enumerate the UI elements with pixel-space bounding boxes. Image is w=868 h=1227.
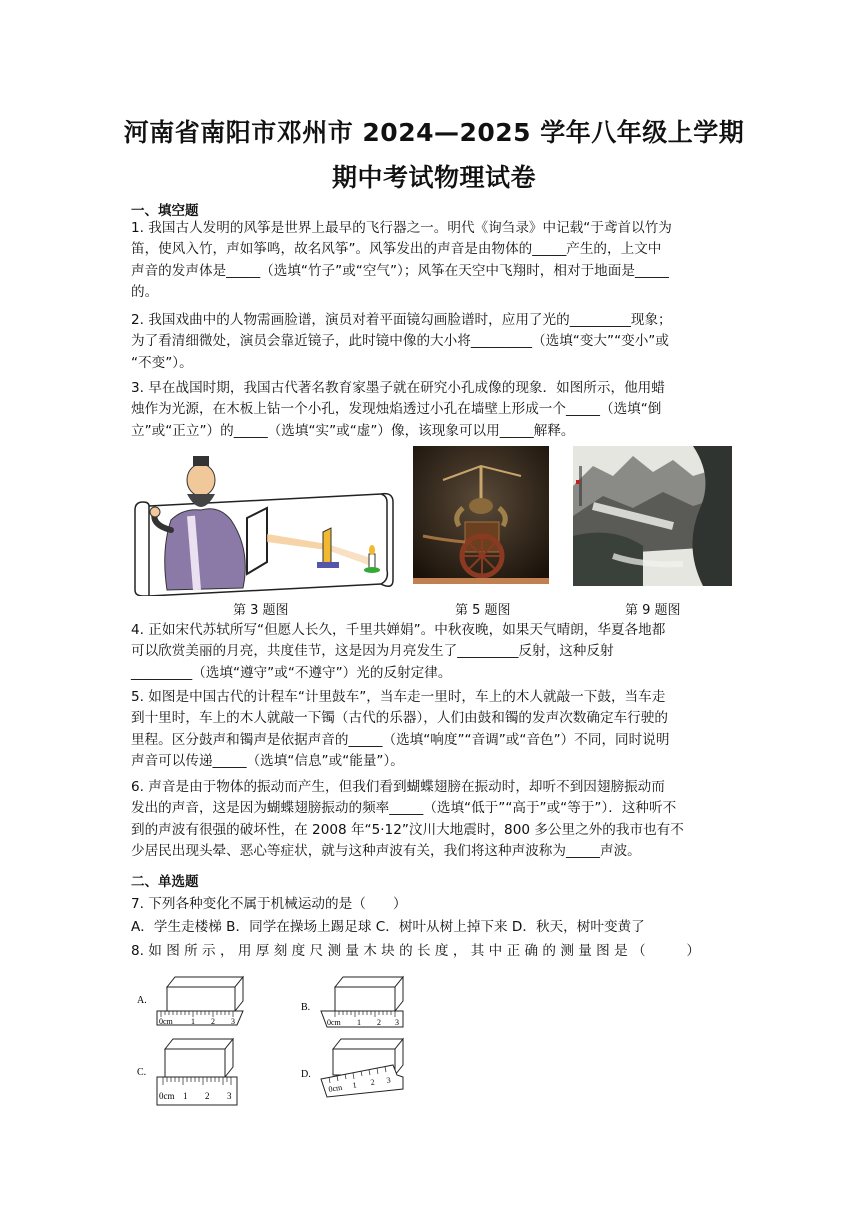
ruler-d-one: 1 (351, 1080, 358, 1090)
ruler-b-zero: 0cm (327, 1018, 341, 1027)
ruler-a-one: 1 (191, 1017, 195, 1026)
ruler-d-three: 3 (385, 1075, 392, 1085)
ruler-a-two: 2 (211, 1017, 215, 1026)
option-c-label: C. (137, 1067, 147, 1078)
ruler-d-two: 2 (369, 1077, 376, 1087)
ruler-c-two: 2 (205, 1091, 210, 1101)
ruler-c-zero: 0cm (159, 1091, 175, 1101)
question-3-line: 烛作为光源，在木板上钻一个小孔，发现烛焰透过小孔在墙壁上形成一个_____（选填“倒 (131, 401, 662, 418)
question-1-line: 声音的发声体是_____（选填“竹子”或“空气”）；风筝在天空中飞翔时，相对于地面是_____ (131, 262, 669, 279)
figure-8-ruler-diagrams (131, 965, 421, 1110)
question-6-line: 发出的声音，这是因为蝴蝶翅膀振动的频率_____（选填“低于”“高于”或“等于”）．这种听不 (131, 800, 677, 817)
question-2 (131, 310, 739, 374)
question-7: 7. 下列各种变化不属于机械运动的是（ ） (131, 896, 407, 912)
section-heading-single-choice: 二、单选题 (131, 874, 199, 890)
question-4-line: _________（选填“遵守”或“不遵守”）光的反射定律。 (131, 664, 452, 681)
question-8: 8. 如 图 所 示 ， 用 厚 刻 度 尺 测 量 木 块 的 长 度 ， 其 中 正 确 的 测 量 图 是 （ ） (131, 943, 700, 959)
question-5-line: 到十里时，车上的木人就敲一下镯（古代的乐器），人们由鼓和镯的发声次数确定车行驶的 (131, 710, 668, 727)
option-d-label: D. (301, 1069, 311, 1080)
question-7-options: A．学生走楼梯 B．同学在操场上踢足球 C．树叶从树上掉下来 D．秋天，树叶变黄了 (131, 919, 645, 935)
question-5 (131, 687, 739, 773)
question-2-line: “不变”）。 (131, 354, 193, 371)
page-title-line1: 河南省南阳市邓州市 2024—2025 学年八年级上学期 (123, 118, 745, 147)
question-1-line: 笛，使风入竹，声如筝鸣，故名风筝”。风筝发出的声音是由物体的_____产生的，上文中 (131, 241, 662, 258)
figure-5-drum-cart-photo (413, 446, 549, 584)
figure-9-caption: 第 9 题图 (625, 603, 681, 618)
ruler-b-one: 1 (357, 1018, 361, 1027)
figure-3-caption: 第 3 题图 (233, 603, 289, 618)
ruler-b-two: 2 (377, 1018, 381, 1027)
figure-5-caption: 第 5 题图 (455, 603, 511, 618)
figure-9-landscape-painting (573, 446, 732, 586)
question-2-line: 2. 我国戏曲中的人物需画脸谱，演员对着平面镜勾画脸谱时，应用了光的_________现象； (131, 312, 672, 328)
question-1-line: 1. 我国古人发明的风筝是世界上最早的飞行器之一。明代《询刍录》中记载“于鸢首以竹为 (131, 220, 672, 236)
page-title-line2: 期中考试物理试卷 (331, 163, 536, 192)
question-6-line: 6. 声音是由于物体的振动而产生，但我们看到蝴蝶翅膀在振动时，却听不到因翅膀振动而 (131, 779, 665, 795)
section-heading-fill-in: 一、填空题 (131, 203, 199, 219)
question-6-line: 到的声波有很强的破坏性，在 2008 年“5·12”汶川大地震时，800 多公里之外的我市也有不 (131, 821, 684, 838)
ruler-c-three: 3 (227, 1091, 232, 1101)
question-4-line: 4. 正如宋代苏轼所写“但愿人长久，千里共婵娟”。中秋夜晚，如果天气晴朗，华夏各地都 (131, 622, 666, 638)
ruler-c-one: 1 (183, 1091, 188, 1101)
question-4 (131, 620, 739, 684)
option-b-label: B. (301, 1002, 311, 1013)
question-3-line: 3. 早在战国时期，我国古代著名教育家墨子就在研究小孔成像的现象．如图所示，他用蜡 (131, 380, 665, 396)
question-1 (131, 218, 739, 304)
figure-3-pinhole-illustration (131, 450, 399, 596)
ruler-d-zero: 0cm (327, 1082, 343, 1094)
question-6-line: 少居民出现头晕、恶心等症状，就与这种声波有关，我们将这种声波称为_____声波。 (131, 843, 641, 860)
option-a-label: A. (137, 995, 147, 1006)
question-3-line: 立”或“正立”）的_____（选填“实”或“虚”）像，该现象可以用_____解释。 (131, 422, 575, 439)
question-5-line: 声音可以传递_____（选填“信息”或“能量”）。 (131, 753, 404, 770)
ruler-b-three: 3 (395, 1018, 399, 1027)
question-6 (131, 777, 739, 863)
question-5-line: 5. 如图是中国古代的计程车“计里鼓车”，当车走一里时，车上的木人就敲一下鼓，当车走 (131, 689, 666, 705)
question-4-line: 可以欣赏美丽的月亮，共度佳节，这是因为月亮发生了_________反射，这种反射 (131, 643, 614, 660)
question-3 (131, 378, 739, 442)
question-1-line: 的。 (131, 284, 159, 301)
ruler-a-three: 3 (231, 1017, 235, 1026)
question-5-line: 里程。区分鼓声和镯声是依据声音的_____（选填“响度”“音调”或“音色”）不同，同时说明 (131, 731, 670, 748)
ruler-a-zero: 0cm (159, 1017, 173, 1026)
question-2-line: 为了看清细微处，演员会靠近镜子，此时镜中像的大小将_________（选填“变大”“变小”或 (131, 333, 669, 350)
